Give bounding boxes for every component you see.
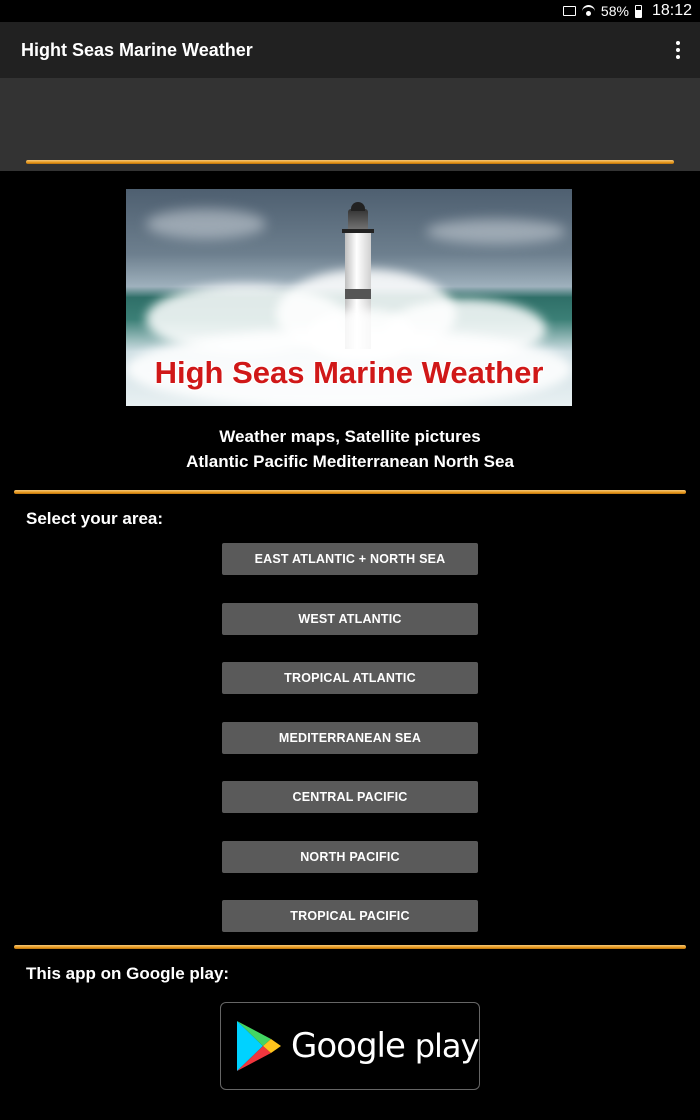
subtitle-line-1: Weather maps, Satellite pictures [219, 427, 481, 446]
google-play-label: This app on Google play: [26, 964, 230, 983]
subtitle-line-2: Atlantic Pacific Mediterranean North Sea [186, 452, 514, 471]
app-bar [0, 22, 700, 78]
select-area-label: Select your area: [26, 509, 164, 528]
north-pacific-button[interactable]: NORTH PACIFIC [222, 841, 478, 873]
overflow-menu-icon[interactable] [658, 22, 698, 78]
tropical-pacific-button[interactable]: TROPICAL PACIFIC [222, 900, 478, 932]
status-bar [0, 0, 700, 22]
status-clock: 18:12 [651, 2, 692, 19]
wifi-icon [582, 5, 595, 18]
central-pacific-button[interactable]: CENTRAL PACIFIC [222, 781, 478, 813]
app-title: Hight Seas Marine Weather [21, 39, 253, 60]
hero-caption: High Seas Marine Weather [154, 355, 544, 390]
west-atlantic-button[interactable]: WEST ATLANTIC [222, 603, 478, 635]
google-play-text: Google play [291, 1026, 479, 1066]
hero-lighthouse-image [126, 189, 572, 406]
divider [14, 945, 686, 949]
battery-icon [635, 5, 642, 18]
play-store-icon [233, 1019, 283, 1073]
battery-percent: 58% [600, 3, 629, 19]
ad-banner-area [0, 78, 700, 171]
cast-icon [563, 6, 576, 16]
tropical-atlantic-button[interactable]: TROPICAL ATLANTIC [222, 662, 478, 694]
east-atlantic-button[interactable]: EAST ATLANTIC + NORTH SEA [222, 543, 478, 575]
google-play-badge[interactable] [220, 1002, 480, 1090]
divider [26, 160, 674, 164]
mediterranean-sea-button[interactable]: MEDITERRANEAN SEA [222, 722, 478, 754]
divider [14, 490, 686, 494]
